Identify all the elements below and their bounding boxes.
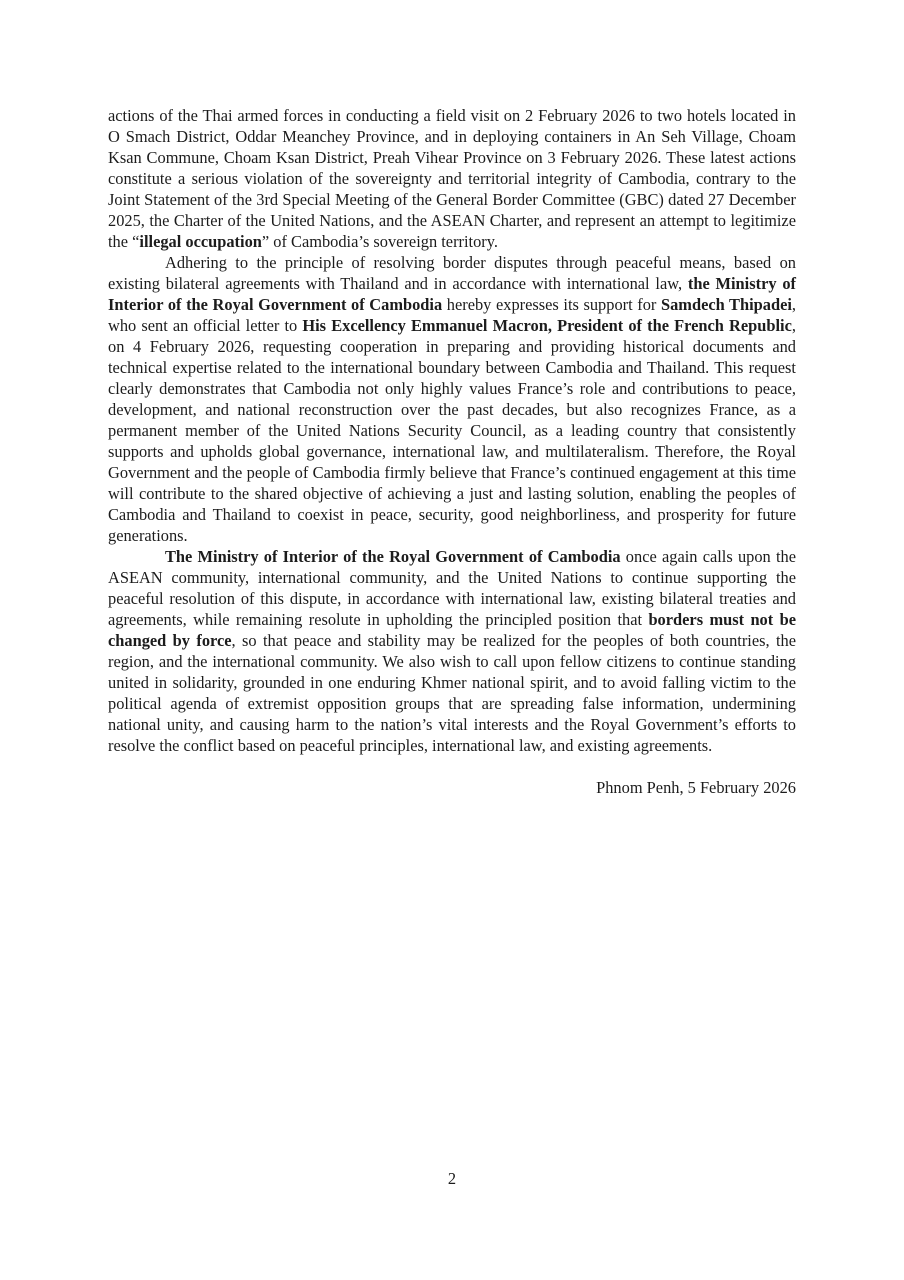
bold-phrase-samdech-thipadei: Samdech Thipadei [660, 295, 792, 314]
dateline: Phnom Penh, 5 February 2026 [596, 778, 796, 797]
page-body [108, 105, 796, 798]
paragraph-text: , on 4 February 2026, requesting cooperation in preparing and providing historical documents and technical expertise related to the international boundary between Cambodia and Thailand. This request clearly demonstrates that Cambodia not only highly values France’s role and contributions to peace, development, and national reconstruction over the past decades, but also recognizes France, as a permanent member of the United Nations Security Council, as a leading country that consistently supports and upholds global governance, international law, and multilateralism. Therefore, the Royal Government and the people of Cambodia firmly believe that France’s continued engagement at this time will contribute to the shared objective of achieving a just and lasting solution, enabling the peoples of Cambodia and Thailand to coexist in peace, security, good neighborliness, and prosperity for future generations. [108, 316, 796, 545]
bold-phrase-borders-not-changed-by-force: borders must not be changed by force [108, 610, 796, 650]
bold-phrase-ministry-of-interior: The Ministry of Interior of the Royal Government of Cambodia [165, 547, 621, 566]
paragraph-text: actions of the Thai armed forces in conducting a field visit on 2 February 2026 to two hotels located in O Smach District, Oddar Meanchey Province, and in deploying containers in An Seh Village, Choam Ksan Commune, Choam Ksan District, Preah Vihear Province on 3 February 2026. These latest actions constitute a serious violation of the sovereignty and territorial integrity of Cambodia, contrary to the Joint Statement of the 3rd Special Meeting of the General Border Committee (GBC) dated 27 December 2025, the Charter of the United Nations, and the ASEAN Charter, and represent an attempt to legitimize the “ [108, 106, 796, 251]
paragraph-text: ” of Cambodia’s sovereign territory. [261, 232, 498, 251]
page-number: 2 [447, 1169, 457, 1188]
body-paragraph-1 [108, 105, 796, 252]
bold-phrase-emmanuel-macron: His Excellency Emmanuel Macron, President of the French Republic [302, 316, 792, 335]
paragraph-text: , so that peace and stability may be realized for the peoples of both countries, the region, and the international community. We also wish to call upon fellow citizens to continue standing united in solidarity, grounded in one enduring Khmer national spirit, and to avoid falling victim to the political agenda of extremist opposition groups that are spreading false information, undermining national unity, and causing harm to the nation’s vital interests and the Royal Government’s efforts to resolve the conflict based on peaceful principles, international law, and existing agreements. [108, 631, 796, 755]
paragraph-text: once again calls upon the ASEAN community, international community, and the United Nations to continue supporting the peaceful resolution of this dispute, in accordance with international law, existing bilateral treaties and agreements, while remaining resolute in upholding the principled position that [108, 547, 797, 629]
bold-phrase-illegal-occupation: illegal occupation [139, 232, 262, 251]
bold-phrase-ministry-of-interior: the Ministry of Interior of the Royal Government of Cambodia [108, 274, 796, 314]
body-paragraph-2 [108, 252, 796, 546]
paragraph-text: Adhering to the principle of resolving border disputes through peaceful means, based on existing bilateral agreements with Thailand and in accordance with international law, [108, 253, 796, 293]
paragraph-text: hereby expresses its support for [442, 295, 661, 314]
body-paragraph-3 [108, 546, 796, 756]
paragraph-text: , who sent an official letter to [108, 295, 797, 335]
